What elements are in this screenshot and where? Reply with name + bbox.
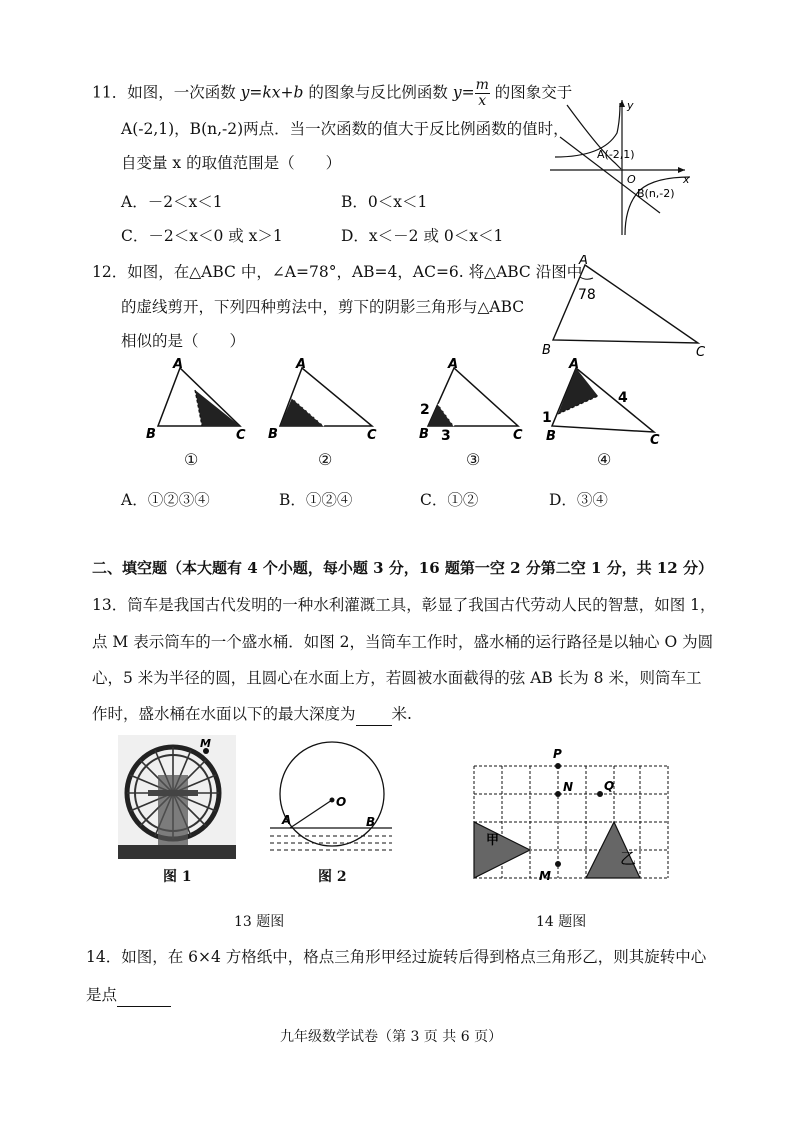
q12-option-b[interactable]: B．①②④	[279, 491, 353, 509]
q13-figure-2-caption: 图 2	[318, 869, 347, 885]
vertex-b-label: B	[419, 427, 429, 442]
vertex-c-label: C	[236, 428, 246, 443]
q13-line1	[92, 594, 716, 616]
fraction-numerator: m	[475, 77, 489, 93]
q12-line1	[92, 261, 582, 283]
point-p-dot	[555, 763, 561, 769]
q12-number: 12．	[92, 263, 128, 281]
q11-number: 11．	[92, 83, 128, 102]
q11-text-b: 的图象与反比例函数	[303, 83, 453, 102]
vertex-c-label: C	[367, 428, 377, 443]
q13-answer-blank[interactable]	[356, 703, 392, 726]
point-n-label: N	[563, 780, 574, 794]
q11-option-c[interactable]: C．－2＜x＜0 或 x＞1	[121, 227, 283, 245]
q11-linear-eq: y=kx+b	[240, 83, 304, 102]
wheel-support-frame	[158, 775, 188, 849]
triangle-jia-label: 甲	[486, 833, 500, 848]
point-a-label: A	[282, 813, 292, 827]
segment-length-2: 2	[420, 402, 430, 418]
section-2-title: 二、填空题（本大题有 4 个小题，每小题 3 分，16 题第一空 2 分第二空 1 分，共 12 分）	[92, 559, 713, 577]
q11-line2: A(-2,1)，B(n,-2)两点．当一次函数的值大于反比例函数的值时，	[121, 120, 569, 138]
vertex-a-label: A	[296, 358, 307, 372]
q12-line3: 相似的是（ ）	[121, 332, 246, 350]
q13-figure-1-waterwheel	[118, 735, 236, 859]
vertex-a-label: A	[569, 357, 580, 372]
q14-text-2: 是点	[86, 986, 118, 1004]
point-b-label: B(n,-2)	[637, 187, 675, 200]
vertex-c-label: C	[650, 433, 660, 448]
x-axis-label: x	[683, 173, 690, 186]
wheel-circle	[280, 742, 384, 846]
water-surface	[118, 845, 236, 859]
point-p-label: P	[553, 747, 562, 761]
q11-line1	[92, 78, 572, 109]
y-axis-label: y	[627, 99, 634, 112]
q14-number: 14．	[86, 948, 122, 966]
q11-text-a: 如图，一次函数	[127, 83, 241, 102]
q11-inverse-eq: y=	[452, 83, 475, 102]
segment-length-1: 1	[542, 410, 552, 426]
triangle-jia	[474, 822, 530, 878]
bucket-m-label: M	[200, 737, 211, 750]
q13-line3: 心，5 米为半径的圆，且圆心在水面上方，若圆被水面截得的弦 AB 长为 8 米，则筒车工	[92, 669, 702, 687]
page-footer: 九年级数学试卷（第 3 页 共 6 页）	[280, 1029, 503, 1045]
origin-label: O	[627, 173, 636, 186]
q13-line2: 点 M 表示筒车的一个盛水桶．如图 2，当筒车工作时，盛水桶的运行路径是以轴心 O 为圆	[92, 633, 714, 651]
shaded-triangle	[428, 404, 454, 426]
point-q-label: Q	[604, 779, 615, 793]
q14-answer-blank[interactable]	[117, 984, 171, 1007]
q13-group-caption: 13 题图	[234, 914, 285, 930]
vertex-a-label: A	[579, 255, 588, 268]
q12-figure-4	[532, 356, 672, 448]
shaded-triangle	[195, 390, 240, 426]
q11-option-d[interactable]: D．x＜－2 或 0＜x＜1	[341, 227, 504, 245]
vertex-c-label: C	[513, 428, 523, 443]
radius-oa	[290, 800, 332, 828]
q13-figure-2-circle	[268, 740, 394, 860]
point-b-label: B	[366, 815, 376, 829]
point-m-label: M	[539, 869, 551, 883]
q12-figure-2	[262, 358, 387, 448]
shaded-triangle	[280, 398, 324, 426]
q11-line3: 自变量 x 的取值范围是（ ）	[121, 154, 342, 172]
vertex-b-label: B	[146, 427, 156, 442]
q11-fraction	[475, 78, 490, 109]
center-o-label: O	[336, 795, 347, 809]
angle-78-label: 78	[578, 287, 596, 303]
q12-option-c[interactable]: C．①②	[420, 491, 479, 509]
fraction-denominator: x	[478, 93, 487, 109]
vertex-a-label: A	[448, 358, 459, 372]
q12-figure-3-caption: ③	[466, 450, 481, 469]
triangle-yi-label: 乙	[620, 849, 637, 868]
q11-option-a[interactable]: A．－2＜x＜1	[121, 193, 223, 211]
q13-text-4b: 米.	[391, 705, 412, 723]
q14-line1	[86, 946, 706, 968]
vertex-b-label: B	[546, 429, 556, 444]
segment-length-3: 3	[441, 428, 451, 444]
shaded-triangle	[558, 368, 598, 414]
q12-main-triangle-figure	[538, 255, 713, 360]
q12-figure-1-caption: ①	[184, 450, 199, 469]
segment-length-4: 4	[618, 390, 628, 406]
vertex-b-label: B	[268, 427, 278, 442]
q12-figure-4-caption: ④	[597, 450, 612, 469]
q14-line2	[86, 984, 171, 1007]
vertex-b-label: B	[542, 343, 551, 358]
q12-figure-2-caption: ②	[318, 450, 333, 469]
center-o-dot	[330, 798, 335, 803]
q14-figure-caption: 14 题图	[536, 914, 587, 930]
vertex-a-label: A	[173, 358, 184, 372]
point-n-dot	[555, 791, 561, 797]
q14-text-1: 如图，在 6×4 方格纸中，格点三角形甲经过旋转后得到格点三角形乙，则其旋转中心	[121, 948, 707, 966]
point-q-dot	[597, 791, 603, 797]
point-a-label: A(-2,1)	[597, 148, 635, 161]
q13-text-1: 筒车是我国古代发明的一种水利灌溉工具，彰显了我国古代劳动人民的智慧，如图 1，	[127, 596, 716, 614]
q12-figure-1	[140, 358, 255, 448]
q12-option-a[interactable]: A．①②③④	[121, 491, 210, 509]
point-m-dot	[555, 861, 561, 867]
wheel-axle-beam	[148, 790, 198, 796]
q12-figure-3	[408, 358, 528, 448]
vertex-c-label: C	[696, 345, 706, 360]
angle-a-arc	[580, 277, 593, 279]
q11-graph-figure	[545, 95, 695, 240]
q13-figure-1-caption: 图 1	[163, 869, 192, 885]
q13-line4	[92, 703, 412, 726]
q12-line2: 的虚线剪开，下列四种剪法中，剪下的阴影三角形与△ABC	[121, 298, 525, 316]
q11-option-b[interactable]: B．0＜x＜1	[341, 193, 428, 211]
q12-text-1: 如图，在△ABC 中，∠A=78°，AB=4，AC=6. 将△ABC 沿图中	[127, 263, 583, 281]
q13-number: 13．	[92, 596, 128, 614]
q14-grid-figure	[468, 742, 672, 886]
q11-text-c: 的图象交于	[489, 83, 573, 102]
q12-option-d[interactable]: D．③④	[549, 491, 608, 509]
triangle-abc	[553, 265, 698, 343]
q13-text-4a: 作时，盛水桶在水面以下的最大深度为	[92, 705, 356, 723]
